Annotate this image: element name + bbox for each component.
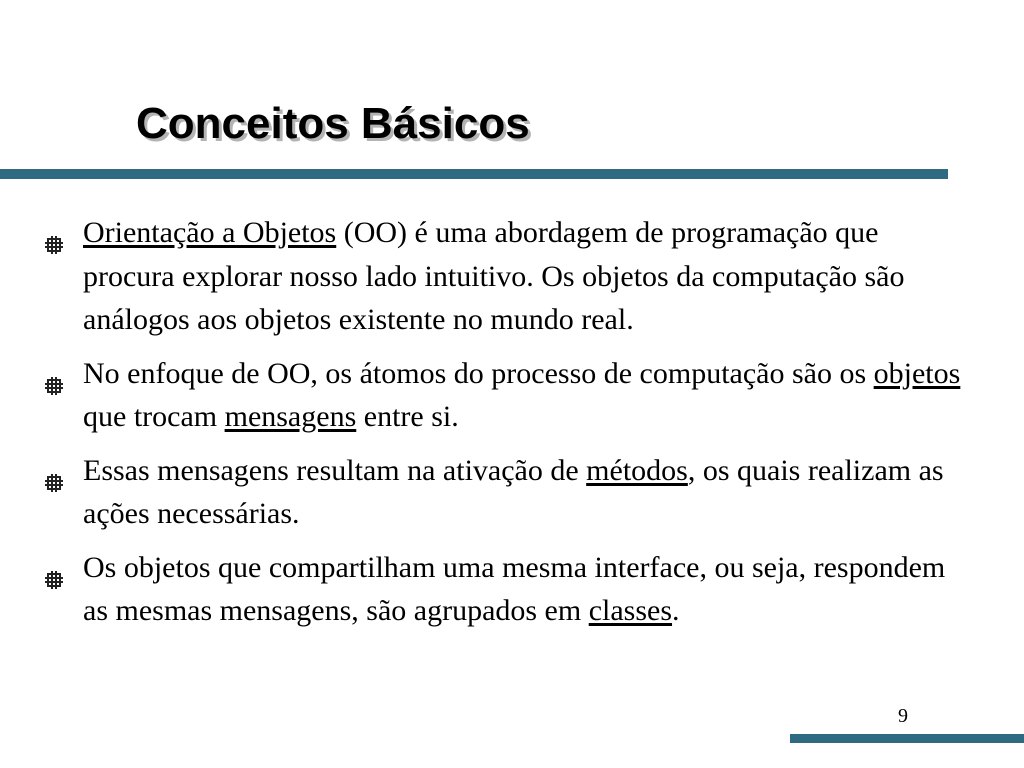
bullet-item [44,211,974,342]
bullet-text-segment: entre si. [356,400,459,433]
underlined-term: métodos [586,453,688,487]
page-number: 9 [898,705,908,727]
title-divider [0,169,948,179]
bullet-text [83,546,974,633]
bullet-item [44,352,974,439]
bullet-item [44,546,974,633]
bullet-text-segment: . [672,594,680,627]
bullet-text-segment: (OO) é uma abordagem de programação que procura explorar nosso lado intuitivo. Os objetos da computação são análogos aos objetos existente no mundo real. [83,216,905,336]
slide-title: Conceitos Básicos [136,99,530,148]
underlined-term: mensagens [224,400,357,433]
bullet-text [83,352,974,439]
bullet-text-segment: que trocam [83,400,225,433]
bullet-item [44,449,974,536]
square-grid-bullet-icon [44,365,64,385]
bullet-text-segment: Essas mensagens resultam na ativação de [83,453,587,487]
square-grid-bullet-icon [44,559,64,579]
bullet-text [83,449,974,536]
bullet-text-segment: , os quais realizam as ações necessárias. [83,453,944,530]
bullet-text-segment: No enfoque de OO, os átomos do processo de computação são os [83,356,874,390]
underlined-term: classes [588,594,673,627]
underlined-term: objetos [873,356,961,390]
square-grid-bullet-icon [44,462,64,482]
underlined-term: Orientação a Objetos [83,216,337,249]
bullet-list [44,211,974,643]
bullet-text-segment: Os objetos que compartilham uma mesma interface, ou seja, respondem as mesmas mensagens, são agrupados em [83,550,946,627]
square-grid-bullet-icon [44,224,64,244]
bullet-text [83,211,974,342]
footer-divider [790,734,1024,743]
